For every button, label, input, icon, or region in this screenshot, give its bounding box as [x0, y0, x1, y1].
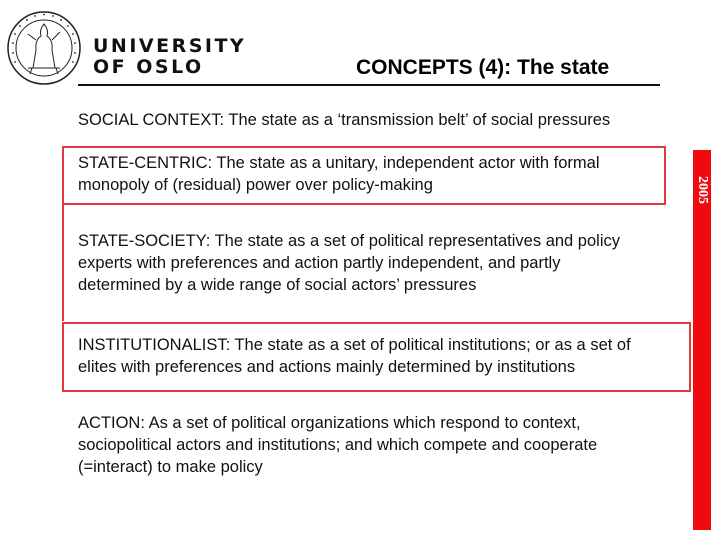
box-connector-line	[62, 203, 64, 321]
concept-line: STATE-SOCIETY: The state as a set of political representatives and policy	[78, 232, 620, 250]
university-name-line2: OF OSLO	[93, 56, 204, 78]
concept-state-society	[78, 230, 620, 296]
concept-line: SOCIAL CONTEXT: The state as a ‘transmission belt’ of social pressures	[78, 111, 611, 129]
year-label: 2005	[695, 176, 710, 204]
university-name	[93, 36, 246, 78]
concept-line: elites with preferences and actions mainly determined by institutions	[78, 358, 576, 376]
year-label-container	[693, 160, 711, 220]
concept-state-centric	[78, 152, 600, 196]
concept-institutionalist	[78, 334, 631, 378]
concept-line: monopoly of (residual) power over policy-making	[78, 176, 433, 194]
concept-line: INSTITUTIONALIST: The state as a set of political institutions; or as a set of	[78, 336, 631, 354]
concept-line: (=interact) to make policy	[78, 458, 263, 476]
university-name-line1: UNIVERSITY	[93, 35, 247, 57]
concept-social-context	[78, 109, 610, 131]
concept-line: ACTION: As a set of political organizations which respond to context,	[78, 414, 581, 432]
concept-action	[78, 412, 597, 478]
university-seal-logo	[6, 10, 82, 86]
concept-line: sociopolitical actors and institutions; and which compete and cooperate	[78, 436, 598, 454]
concept-line: determined by a wide range of social actors’ pressures	[78, 276, 477, 294]
slide-title: CONCEPTS (4): The state	[356, 56, 610, 79]
concept-line: STATE-CENTRIC: The state as a unitary, independent actor with formal	[78, 154, 600, 172]
concept-line: experts with preferences and action partly independent, and partly	[78, 254, 561, 272]
title-underline	[78, 84, 660, 86]
